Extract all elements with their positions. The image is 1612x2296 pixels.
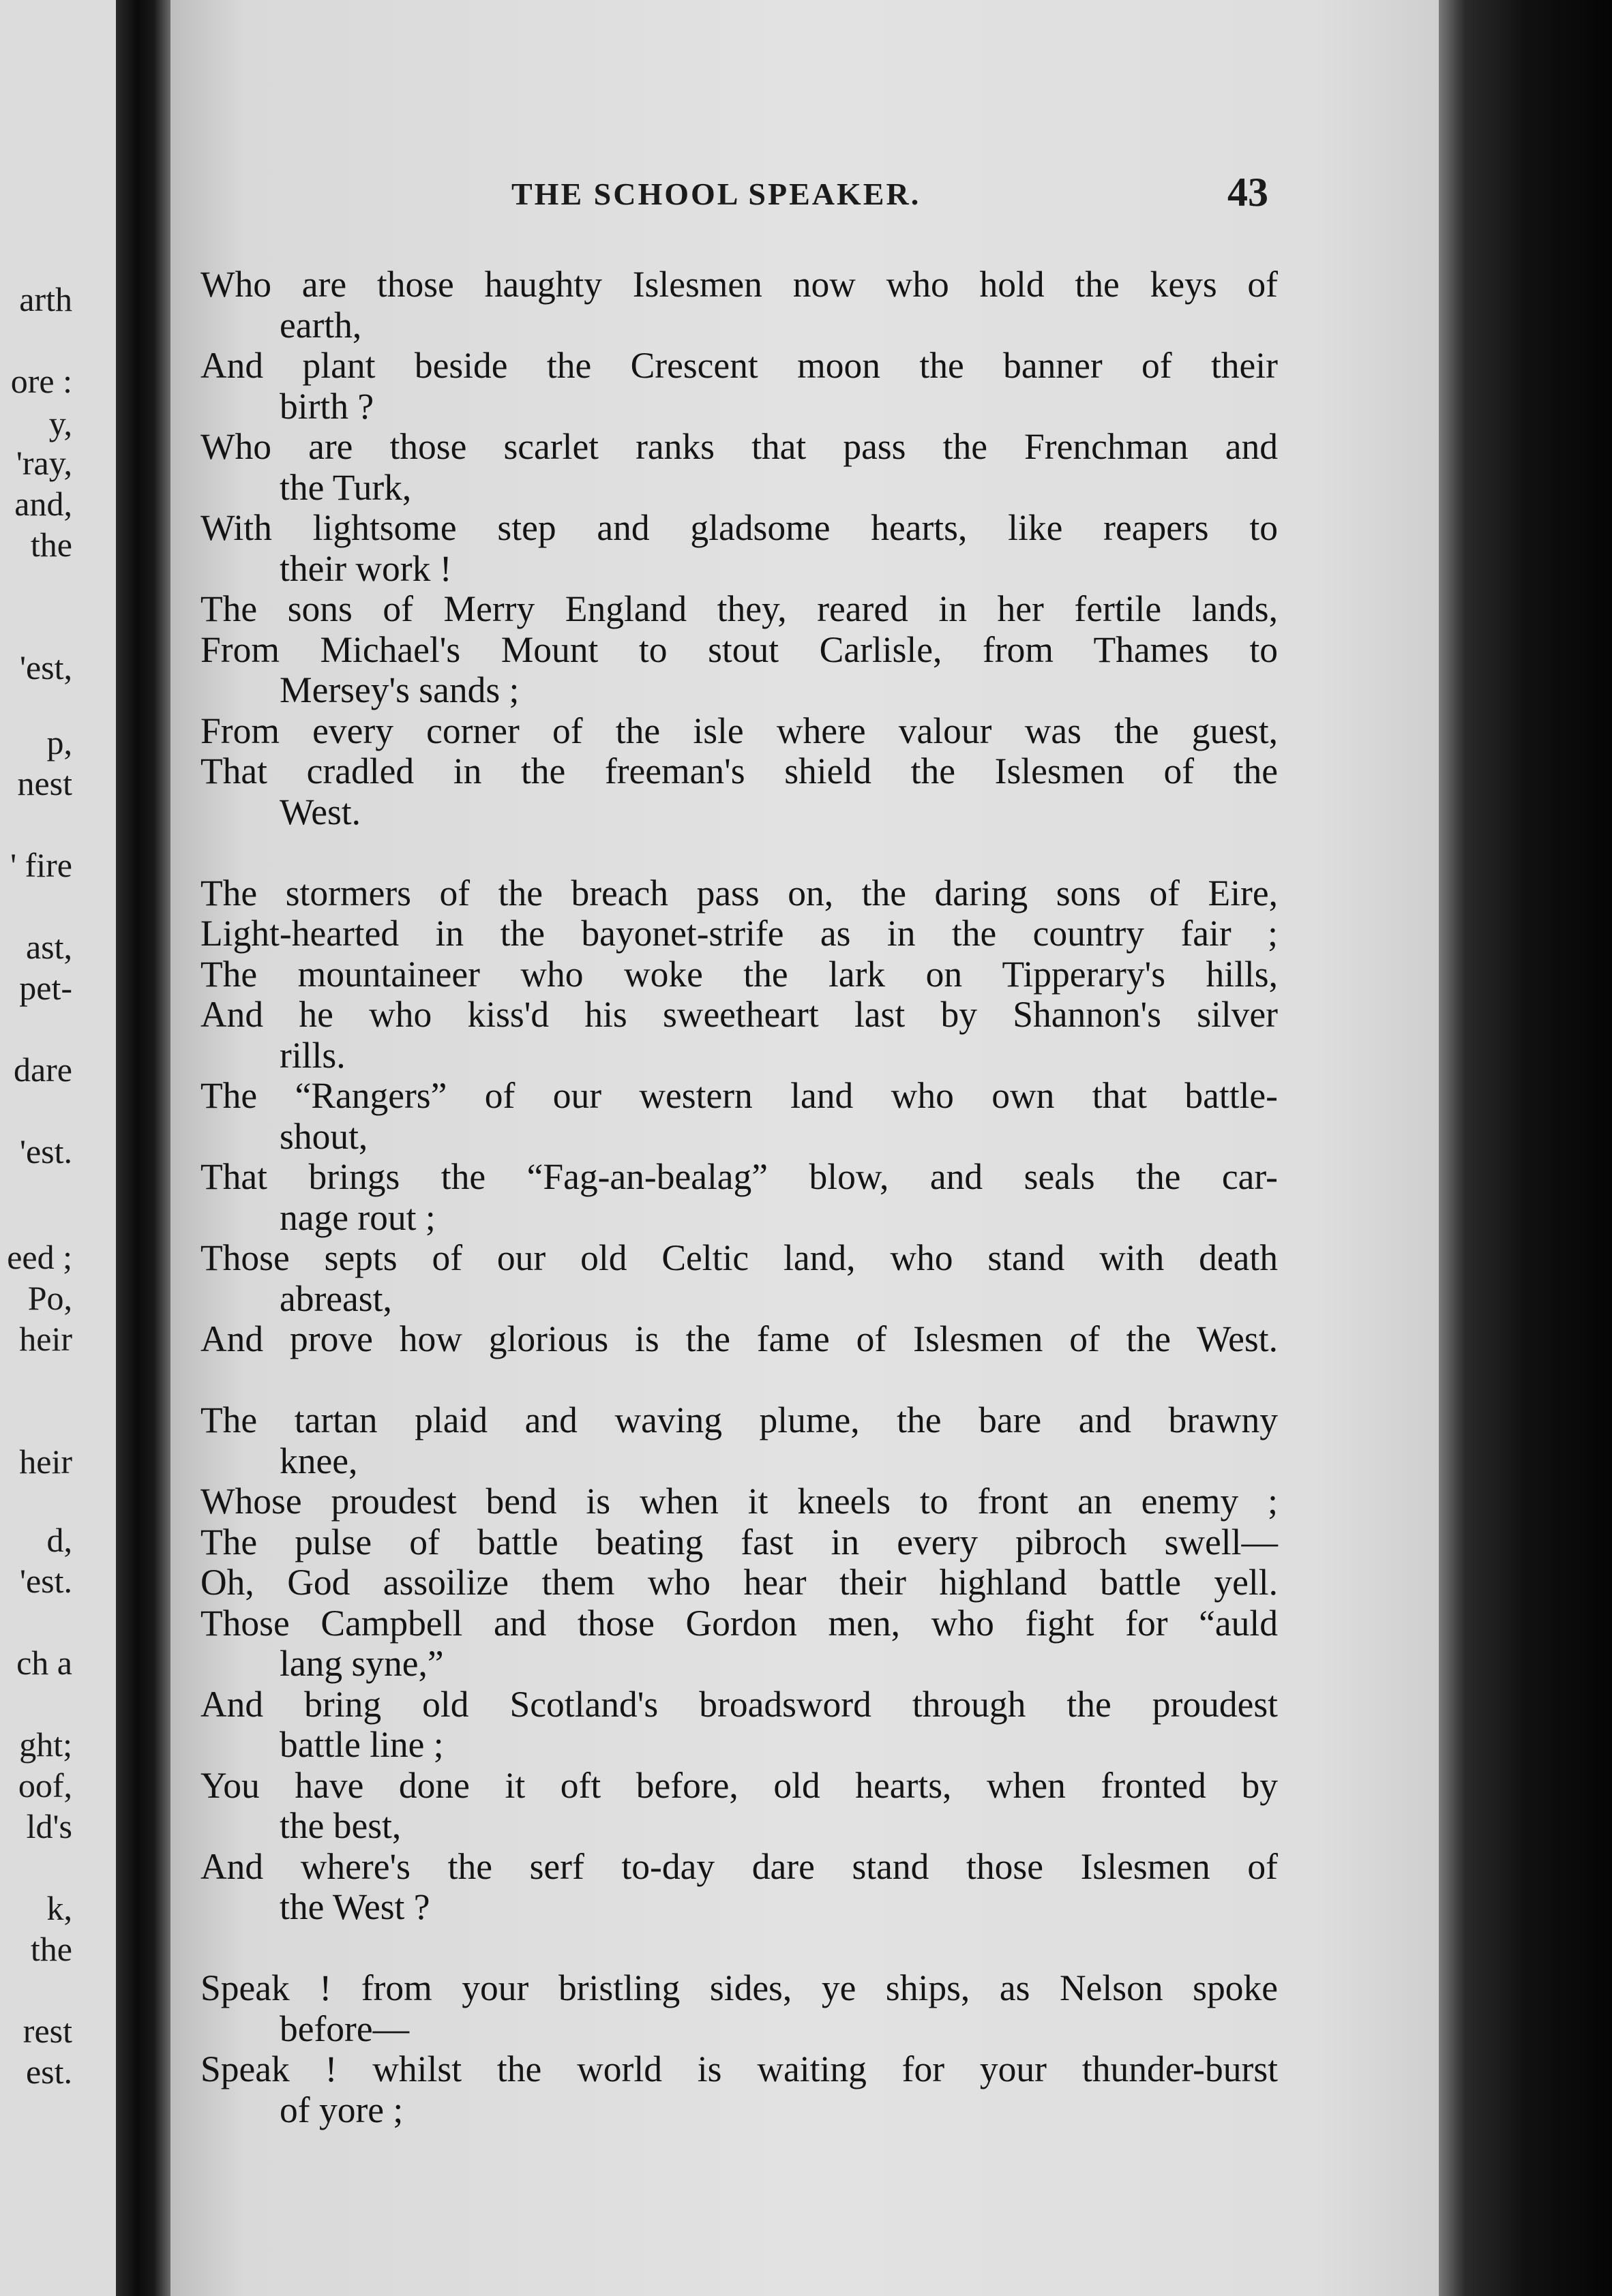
poem-line: The sons of Merry England they, reared in her fertile lands, <box>200 588 1278 629</box>
left-page-fragment: 'est, <box>19 648 72 686</box>
poem-line: Those Campbell and those Gordon men, who fight for “auld <box>200 1602 1278 1644</box>
poem-line: Oh, God assoilize them who hear their highland battle yell. <box>200 1562 1278 1603</box>
poem-line-continuation: lang syne,” <box>280 1643 444 1684</box>
stanza <box>200 265 1278 832</box>
left-page-fragment: nest <box>17 764 72 802</box>
poem-line-continuation: of yore ; <box>280 2089 404 2130</box>
left-page-fragment: y, <box>48 404 72 442</box>
poem-line-continuation: their work ! <box>280 547 452 589</box>
left-page-fragment: pet- <box>19 969 72 1007</box>
poem-line: Who are those scarlet ranks that pass the Frenchman and <box>200 426 1278 467</box>
left-page-fragment: and, <box>14 485 72 523</box>
poem-line: From every corner of the isle where valour was the guest, <box>200 710 1278 751</box>
poem-line: You have done it oft before, old hearts, when fronted by <box>200 1764 1278 1806</box>
poem-line: The stormers of the breach pass on, the daring sons of Eire, <box>200 872 1278 913</box>
poem-body <box>200 265 1278 2171</box>
poem-line: And he who kiss'd his sweetheart last by Shannon's silver <box>200 994 1278 1035</box>
left-page-fragment: arth <box>19 280 72 318</box>
poem-line-continuation: battle line ; <box>280 1724 444 1765</box>
left-page-fragment: eed ; <box>7 1238 72 1276</box>
poem-line: And plant beside the Crescent moon the banner of their <box>200 345 1278 386</box>
left-page-fragment: Po, <box>27 1279 72 1317</box>
left-page-fragment: ' fire <box>10 846 72 884</box>
poem-line: And bring old Scotland's broadsword through the proudest <box>200 1683 1278 1725</box>
poem-line: Speak ! from your bristling sides, ye ships, as Nelson spoke <box>200 1967 1278 2008</box>
left-facing-page <box>0 0 123 2296</box>
poem-line: That cradled in the freeman's shield the Islesmen of the <box>200 751 1278 791</box>
poem-line-continuation: West. <box>280 791 361 832</box>
poem-line-continuation: the Turk, <box>280 466 412 508</box>
left-page-fragment: ch a <box>16 1644 72 1682</box>
poem-line: With lightsome step and gladsome hearts, like reapers to <box>200 507 1278 548</box>
left-page-text-fragments <box>0 0 123 2296</box>
left-page-fragment: ght; <box>19 1725 72 1764</box>
stanza <box>200 1968 1278 2130</box>
left-page-fragment: 'ray, <box>16 444 72 482</box>
poem-line-continuation: knee, <box>280 1440 358 1481</box>
left-page-fragment: rest <box>23 2012 72 2050</box>
poem-line-continuation: the best, <box>280 1805 402 1846</box>
poem-line: That brings the “Fag-an-bealag” blow, and seals the car- <box>200 1156 1278 1197</box>
poem-line: The mountaineer who woke the lark on Tipperary's hills, <box>200 953 1278 995</box>
poem-line-continuation: the West ? <box>280 1886 430 1927</box>
left-page-fragment: the <box>30 526 72 564</box>
left-page-fragment: 'est. <box>19 1132 72 1170</box>
poem-line-continuation: rills. <box>280 1034 346 1076</box>
book-gutter <box>116 0 170 2296</box>
poem-line: The pulse of battle beating fast in every pibroch swell— <box>200 1521 1278 1562</box>
stanza <box>200 1400 1278 1928</box>
left-page-fragment: ld's <box>26 1807 72 1845</box>
poem-line: The “Rangers” of our western land who own that battle- <box>200 1075 1278 1116</box>
poem-line: Those septs of our old Celtic land, who stand with death <box>200 1237 1278 1278</box>
left-page-fragment: ore : <box>10 362 72 400</box>
left-page-fragment: ast, <box>25 928 72 966</box>
left-page-fragment: 'est. <box>19 1562 72 1600</box>
left-page-fragment: p, <box>46 723 72 761</box>
poem-line: The tartan plaid and waving plume, the bare and brawny <box>200 1400 1278 1440</box>
poem-line-continuation: nage rout ; <box>280 1196 436 1238</box>
poem-line: Whose proudest bend is when it kneels to front an enemy ; <box>200 1481 1278 1522</box>
left-page-fragment: the <box>30 1930 72 1968</box>
running-head: THE SCHOOL SPEAKER. <box>511 177 921 211</box>
poem-line: Light-hearted in the bayonet-strife as in the country fair ; <box>200 913 1278 954</box>
left-page-fragment: k, <box>46 1889 72 1927</box>
stanza <box>200 873 1278 1360</box>
left-page-fragment: oof, <box>18 1766 72 1804</box>
poem-line-continuation: before— <box>280 2008 410 2049</box>
poem-line: And where's the serf to-day dare stand those Islesmen of <box>200 1845 1278 1887</box>
page-number: 43 <box>1227 170 1268 215</box>
left-page-fragment: heir <box>19 1320 72 1358</box>
poem-line: Who are those haughty Islesmen now who hold the keys of <box>200 264 1278 305</box>
left-page-fragment: heir <box>19 1442 72 1481</box>
left-page-fragment: est. <box>25 2053 72 2091</box>
poem-line-continuation: Mersey's sands ; <box>280 669 520 710</box>
poem-line: And prove how glorious is the fame of Islesmen of the West. <box>200 1318 1278 1359</box>
poem-line-continuation: earth, <box>280 304 362 346</box>
left-page-fragment: d, <box>46 1521 72 1559</box>
poem-line: Speak ! whilst the world is waiting for your thunder-burst <box>200 2049 1278 2089</box>
poem-line-continuation: birth ? <box>280 385 374 427</box>
poem-line: From Michael's Mount to stout Carlisle, from Thames to <box>200 629 1278 670</box>
poem-line-continuation: shout, <box>280 1115 368 1157</box>
poem-line-continuation: abreast, <box>280 1278 392 1319</box>
left-page-fragment: dare <box>13 1051 72 1089</box>
book-page-edges <box>1439 0 1612 2296</box>
